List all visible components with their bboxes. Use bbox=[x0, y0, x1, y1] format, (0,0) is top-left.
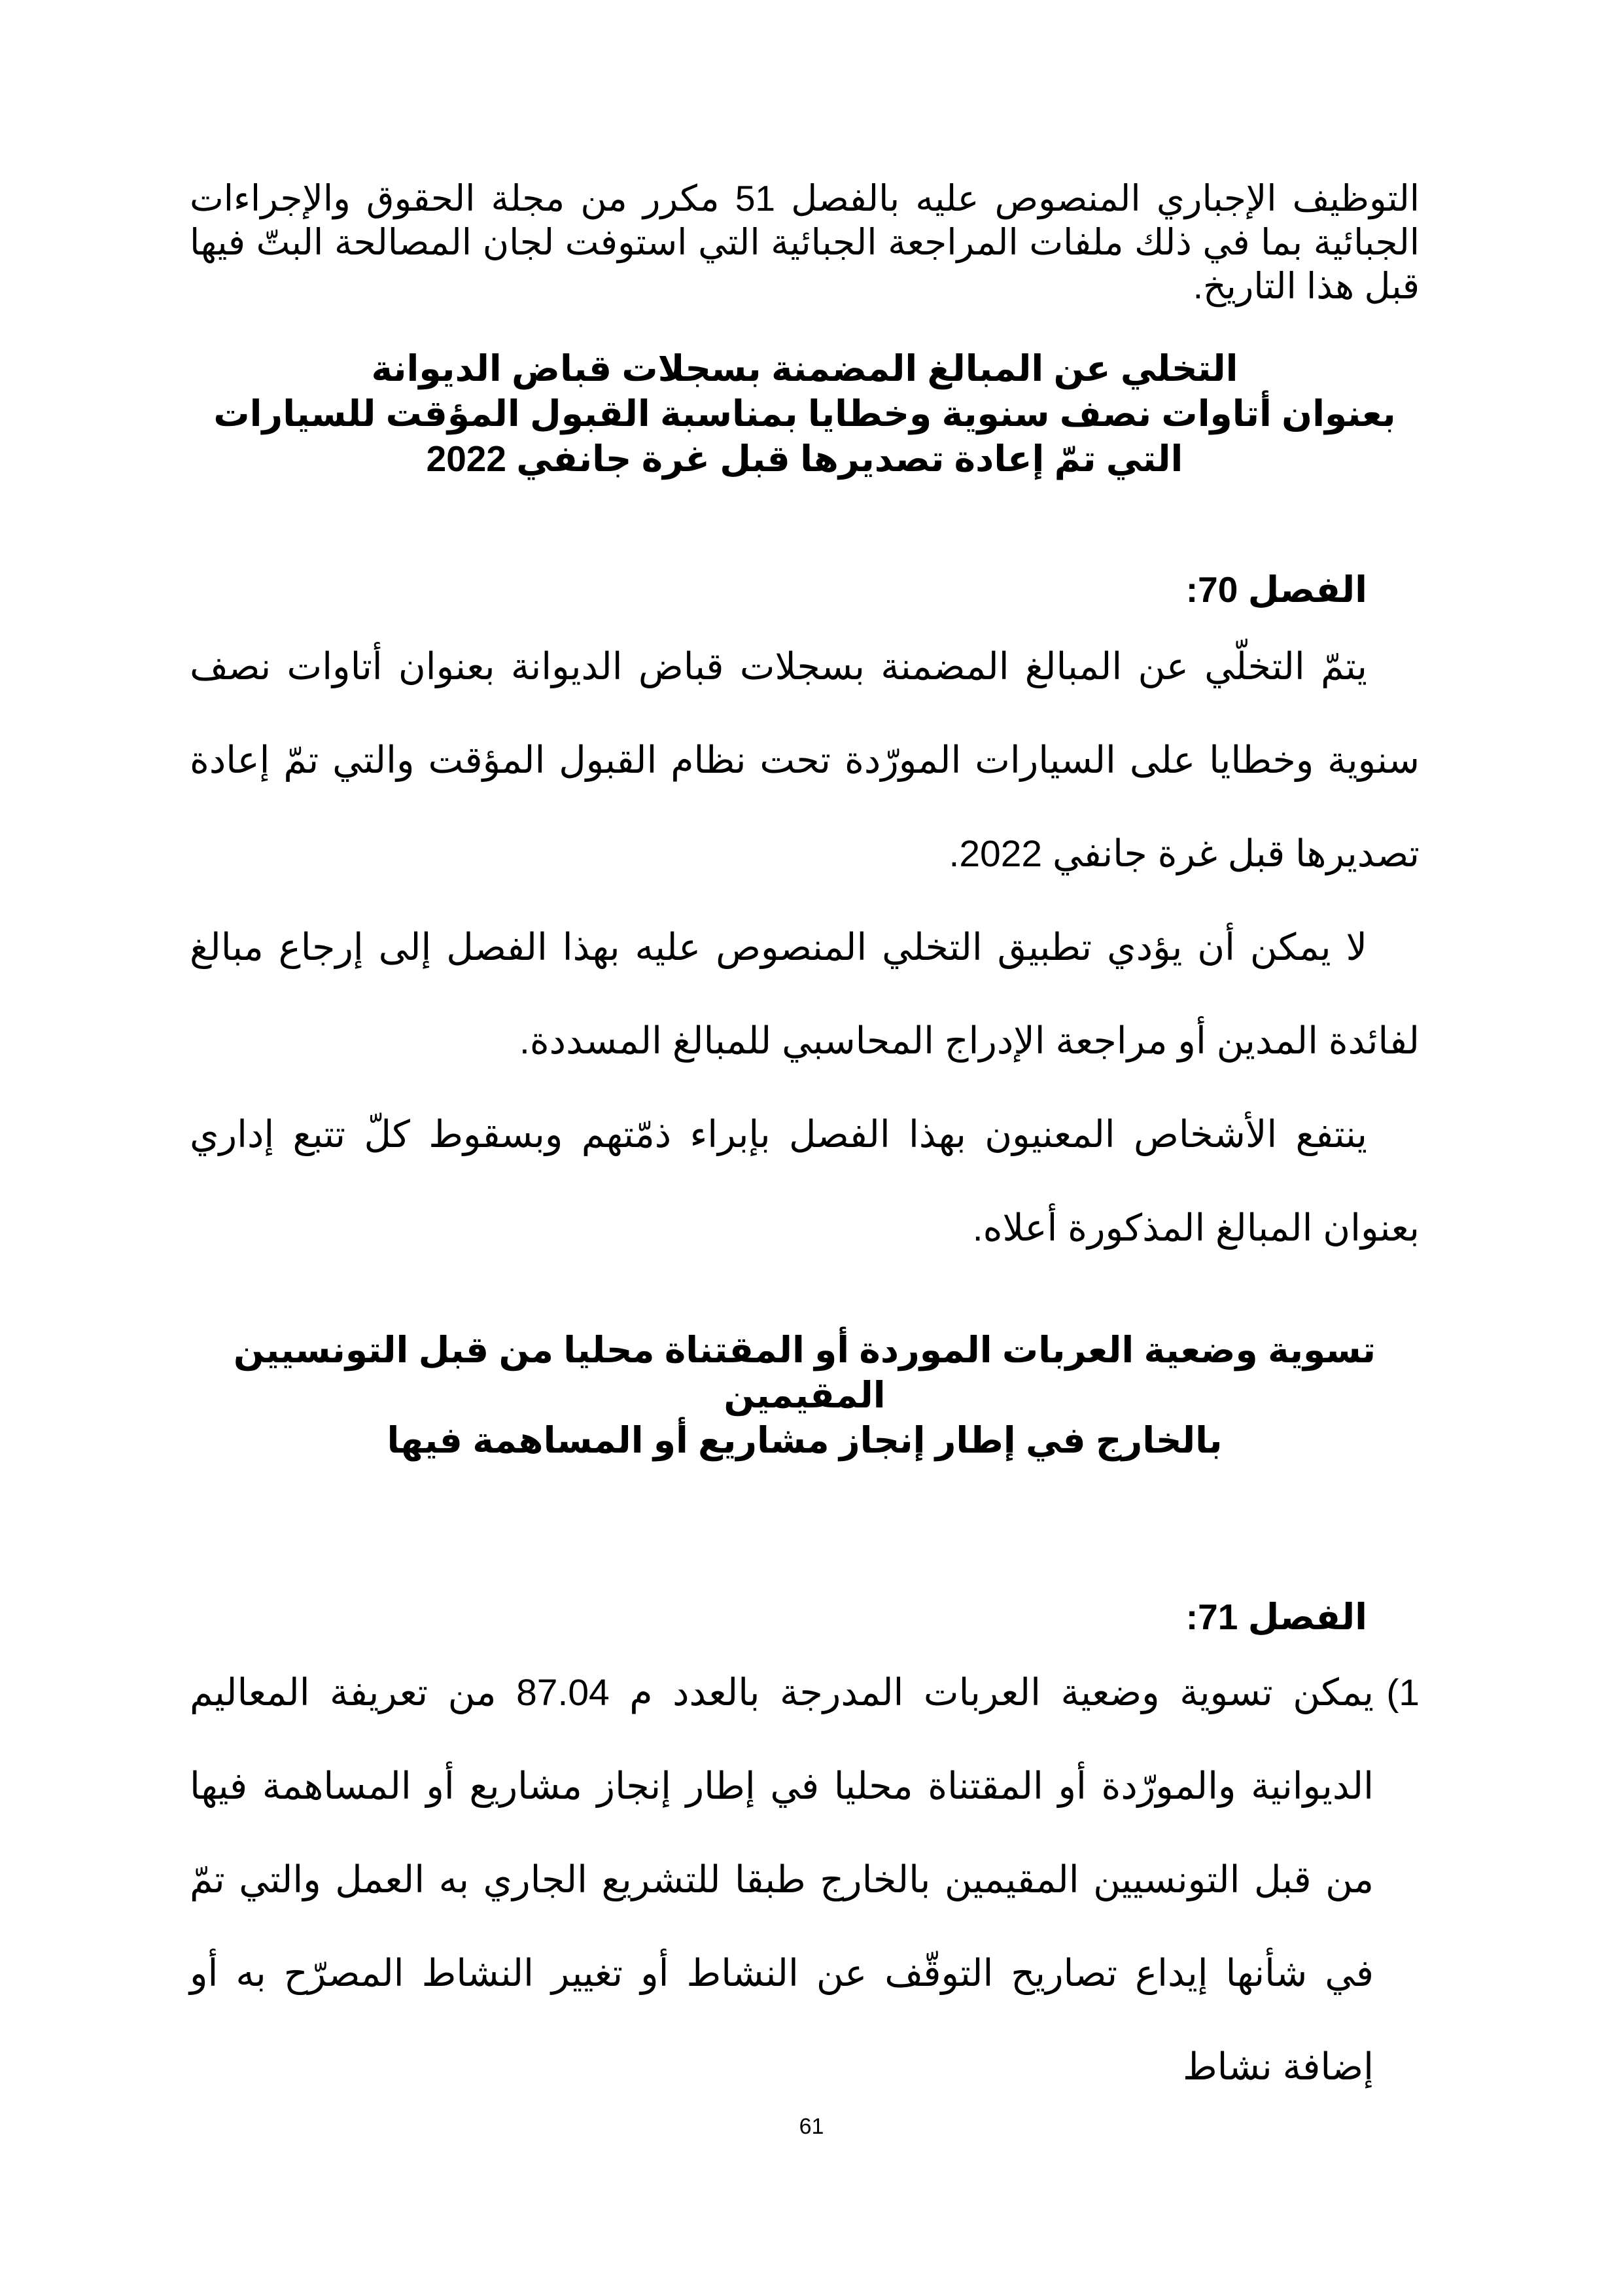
list-item bbox=[190, 1646, 1420, 2114]
section-heading-71 bbox=[190, 1328, 1420, 1463]
heading-line: التخلي عن المبالغ المضمنة بسجلات قباض الديوانة bbox=[371, 348, 1238, 389]
list-item-number: 1) bbox=[1386, 1672, 1420, 1714]
article-title-71: الفصل 71: bbox=[1185, 1597, 1367, 1637]
article-paragraph: لا يمكن أن يؤدي تطبيق التخلي المنصوص عليه بهذا الفصل إلى إرجاع مبالغ لفائدة المدين أو مراجعة الإدراج المحاسبي للمبالغ المسددة. bbox=[190, 927, 1420, 1062]
intro-paragraph: التوظيف الإجباري المنصوص عليه بالفصل 51 مكرر من مجلة الحقوق والإجراءات الجبائية بما في ذلك ملفات المراجعة الجبائية التي استوفت لجان المصالحة البتّ فيها قبل هذا التاريخ. bbox=[190, 178, 1420, 306]
article-paragraph: ينتفع الأشخاص المعنيون بهذا الفصل بإبراء ذمّتهم وبسقوط كلّ تتبع إداري بعنوان المبالغ المذكورة أعلاه. bbox=[190, 1114, 1420, 1249]
heading-line: بعنوان أتاوات نصف سنوية وخطايا بمناسبة القبول المؤقت للسيارات bbox=[213, 393, 1396, 434]
article-70-body bbox=[190, 620, 1420, 1275]
heading-line: بالخارج في إطار إنجاز مشاريع أو المساهمة فيها bbox=[387, 1420, 1223, 1460]
list-item-text: يمكن تسوية وضعية العربات المدرجة بالعدد م 87.04 من تعريفة المعاليم الديوانية والمورّدة أو المقتناة محليا في إطار إنجاز مشاريع أو المساهمة فيها من قبل التونسيين المقيمين بالخارج طبقا للتشريع الجاري به العمل والتي تمّ في شأنها إيداع تصاريح التوقّف عن النشاط أو تغيير النشاط المصرّح به أو إضافة نشاط bbox=[190, 1672, 1374, 2088]
article-title-70: الفصل 70: bbox=[1185, 569, 1367, 610]
article-71-body bbox=[190, 1646, 1420, 2114]
section-heading-70 bbox=[190, 346, 1420, 482]
page-number: 61 bbox=[799, 2114, 824, 2139]
document-page bbox=[190, 177, 1420, 2114]
heading-line: التي تمّ إعادة تصديرها قبل غرة جانفي 2022 bbox=[426, 438, 1183, 479]
article-paragraph: يتمّ التخلّي عن المبالغ المضمنة بسجلات قباض الديوانة بعنوان أتاوات نصف سنوية وخطايا على السيارات المورّدة تحت نظام القبول المؤقت والتي تمّ إعادة تصديرها قبل غرة جانفي 2022. bbox=[190, 646, 1420, 875]
heading-line: تسوية وضعية العربات الموردة أو المقتناة محليا من قبل التونسيين المقيمين bbox=[233, 1330, 1376, 1415]
